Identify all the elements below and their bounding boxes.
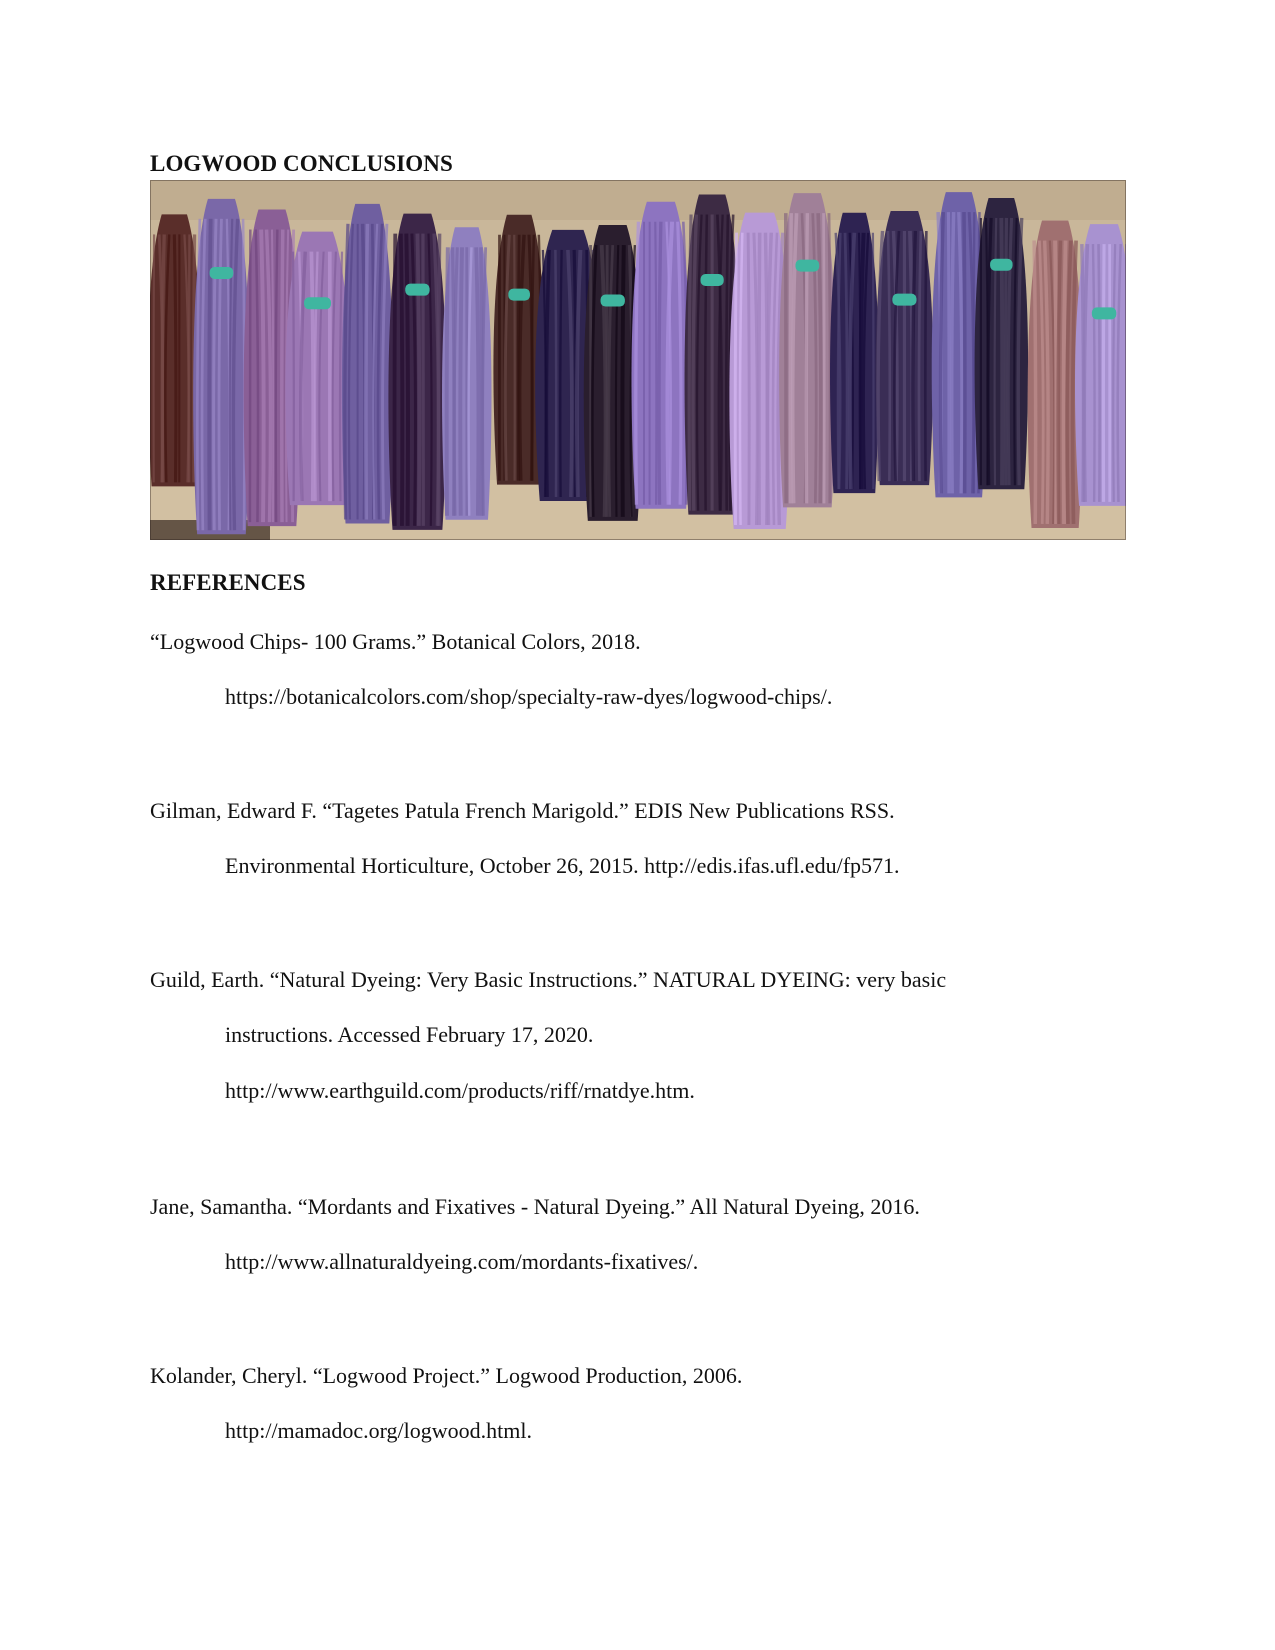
yarn-strand [622,245,623,517]
yarn-strand [311,252,313,501]
yarn-skein [342,204,393,524]
reference-line: Guild, Earth. “Natural Dyeing: Very Basic Instructions.” NATURAL DYEING: very basic [150,967,947,992]
reference-line: instructions. Accessed February 17, 2020. [225,1022,594,1047]
yarn-strand [174,234,176,482]
yarn-strand [395,234,396,526]
yarn-strand [1001,218,1002,485]
yarn-strand [791,213,792,503]
yarn-strand [735,233,736,525]
skein-tie [601,295,625,307]
yarn-skein [876,211,933,485]
yarn-skein [779,193,835,507]
yarn-skein [150,214,201,486]
yarn-strand [655,222,656,505]
yarn-strand [925,231,926,481]
yarn-strand [1064,241,1066,524]
reference-line: Gilman, Edward F. “Tagetes Patula French Marigold.” EDIS New Publications RSS. [150,798,895,823]
yarn-strand [964,212,965,493]
yarn-strand [974,212,975,493]
section-heading-conclusions: LOGWOOD CONCLUSIONS [150,151,453,176]
yarn-strand [209,219,210,530]
reference-line: Jane, Samantha. “Mordants and Fixatives - Natural Dyeing.” All Natural Dyeing, 2016. [150,1194,920,1219]
yarn-strand [366,224,368,520]
skein-tie [795,260,819,272]
yarn-strand [189,234,190,482]
yarn-strand [460,247,462,515]
yarn-strand [1034,241,1035,524]
yarn-skein [830,213,879,493]
reference-line: “Logwood Chips- 100 Grams.” Botanical Colors, 2018. [150,629,641,654]
yarn-strand [476,247,478,515]
yarn-strand [689,215,691,511]
skein-tie [210,267,234,279]
reference-line: Kolander, Cheryl. “Logwood Project.” Logwood Production, 2006. [150,1363,743,1388]
yarn-strand [806,213,807,503]
yarn-strand [873,233,874,489]
yarn-strand [293,252,294,501]
skein-tie [990,259,1012,271]
yarn-strand [1055,241,1056,524]
yarn-skein [442,227,491,519]
yarn-strand [1006,218,1007,485]
yarn-strand [1058,241,1060,524]
yarn-skein [285,232,349,505]
skein-tie [508,289,530,301]
yarn-strand [759,233,760,525]
yarn-strand [948,212,949,493]
section-heading-references: REFERENCES [150,570,306,595]
yarn-skein [193,199,250,534]
yarn-strand [748,233,749,525]
yarn-strand [659,222,661,505]
yarn-skein [632,202,691,509]
yarn-skein [388,214,446,530]
yarn-skein [1075,224,1126,506]
reference-url: http://www.allnaturaldyeing.com/mordants-fixatives/. [225,1249,699,1274]
yarn-strand [439,234,440,526]
yarn-strand [282,230,283,523]
yarn-strand [154,234,155,482]
yarn-strand [447,247,448,515]
yarn-strand [250,230,251,523]
yarn-strand [401,234,403,526]
skein-tie [892,294,916,306]
reference-url: https://botanicalcolors.com/shop/specialty-raw-dyes/logwood-chips/. [225,684,833,709]
yarn-strand [162,234,164,482]
skein-tie [1092,307,1116,319]
yarn-skeins-photo [150,180,1126,540]
yarn-strand [726,215,728,511]
yarn-strand [1099,244,1100,502]
yarn-strand [417,234,419,526]
yarn-skein [975,198,1028,489]
yarn-strand [560,250,561,497]
skein-tie [304,297,331,309]
yarn-skein [1028,221,1083,528]
yarn-skeins-image [150,180,1126,540]
skein-tie [405,284,429,296]
yarn-strand [952,212,954,493]
skein-tie [701,274,724,286]
yarn-strand [555,250,556,497]
reference-line: Environmental Horticulture, October 26, 2015. http://edis.ifas.ufl.edu/fp571. [225,853,900,878]
reference-url: http://www.earthguild.com/products/riff/rnatdye.htm. [225,1078,695,1103]
yarn-strand [824,213,825,503]
reference-url: http://mamadoc.org/logwood.html. [225,1418,532,1443]
yarn-strand [1103,244,1104,502]
yarn-strand [829,213,830,503]
yarn-strand [406,234,408,526]
